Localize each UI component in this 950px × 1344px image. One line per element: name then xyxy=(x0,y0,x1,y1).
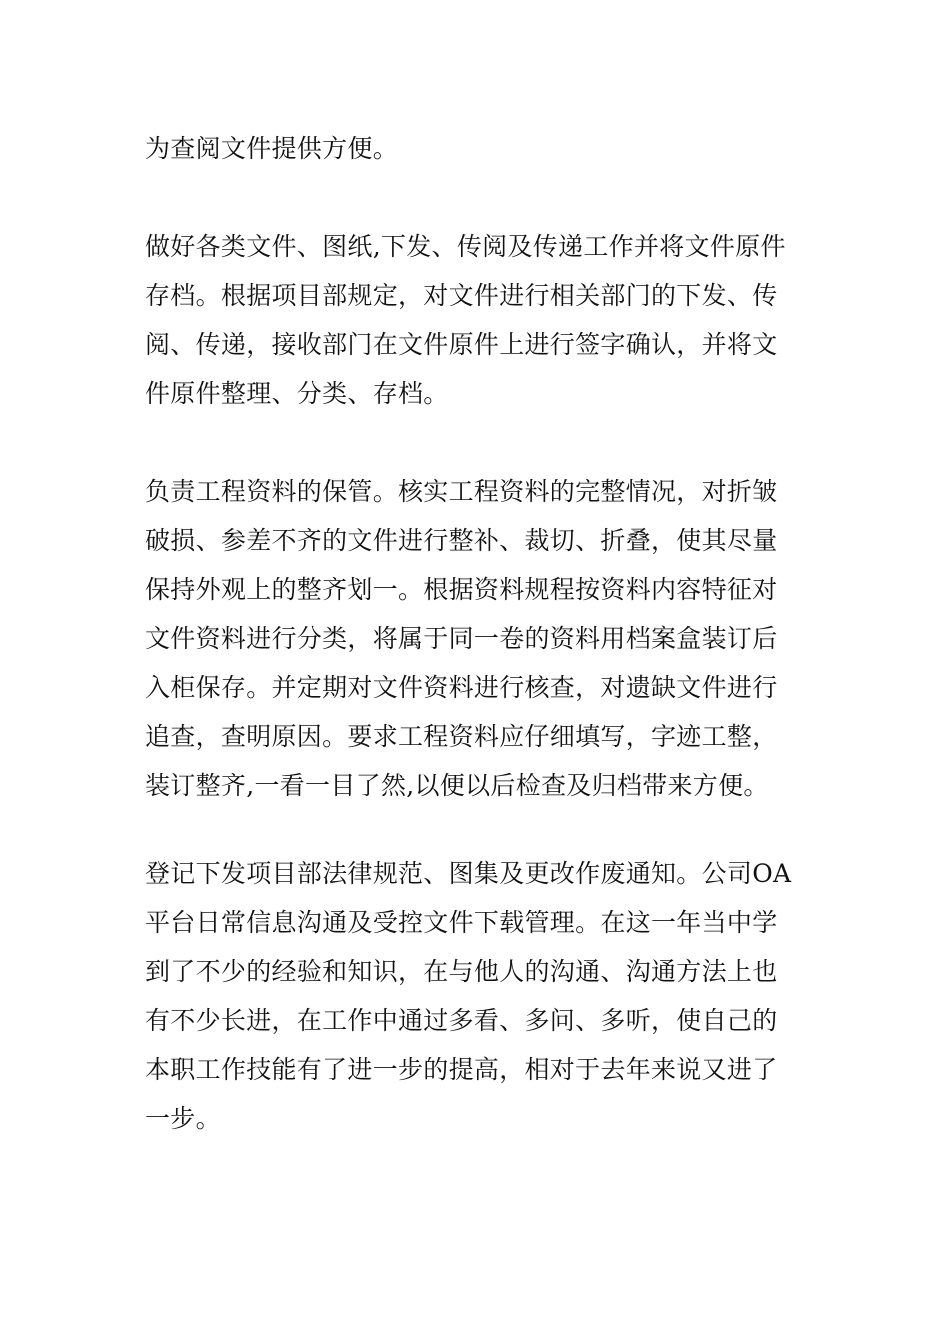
paragraph-line: 追查，查明原因。要求工程资料应仔细填写，字迹工整， xyxy=(145,722,778,751)
paragraph-line: 为查阅文件提供方便。 xyxy=(145,134,399,163)
paragraph-line: 装订整齐,一看一目了然,以便以后检查及归档带来方便。 xyxy=(145,771,769,800)
paragraph-1 xyxy=(145,124,809,173)
paragraph-line: 负责工程资料的保管。核实工程资料的完整情况，对折皱 xyxy=(145,477,778,506)
paragraph-line: 入柜保存。并定期对文件资料进行核查，对遗缺文件进行 xyxy=(145,673,778,702)
paragraph-line: 本职工作技能有了进一步的提高，相对于去年来说又进了 xyxy=(145,1055,778,1084)
paragraph-line: 到了不少的经验和知识，在与他人的沟通、沟通方法上也 xyxy=(145,957,778,986)
paragraph-line: 保持外观上的整齐划一。根据资料规程按资料内容特征对 xyxy=(145,575,778,604)
paragraph-line: 文件资料进行分类，将属于同一卷的资料用档案盒装订后 xyxy=(145,624,778,653)
paragraph-line: 存档。根据项目部规定，对文件进行相关部门的下发、传 xyxy=(145,281,778,310)
paragraph-line: 一步。 xyxy=(145,1104,221,1133)
paragraph-line: 登记下发项目部法律规范、图集及更改作废通知。公司OA xyxy=(145,859,792,888)
paragraph-line: 平台日常信息沟通及受控文件下载管理。在这一年当中学 xyxy=(145,908,778,937)
paragraph-line: 阅、传递，接收部门在文件原件上进行签字确认，并将文 xyxy=(145,330,778,359)
paragraph-line: 做好各类文件、图纸,下发、传阅及传递工作并将文件原件 xyxy=(145,232,786,261)
paragraph-3 xyxy=(145,467,809,810)
paragraph-4 xyxy=(145,849,809,1143)
paragraph-line: 破损、参差不齐的文件进行整补、裁切、折叠，使其尽量 xyxy=(145,526,778,555)
paragraph-line: 件原件整理、分类、存档。 xyxy=(145,379,449,408)
paragraph-2 xyxy=(145,222,809,418)
paragraph-line: 有不少长进，在工作中通过多看、多问、多听，使自己的 xyxy=(145,1006,778,1035)
